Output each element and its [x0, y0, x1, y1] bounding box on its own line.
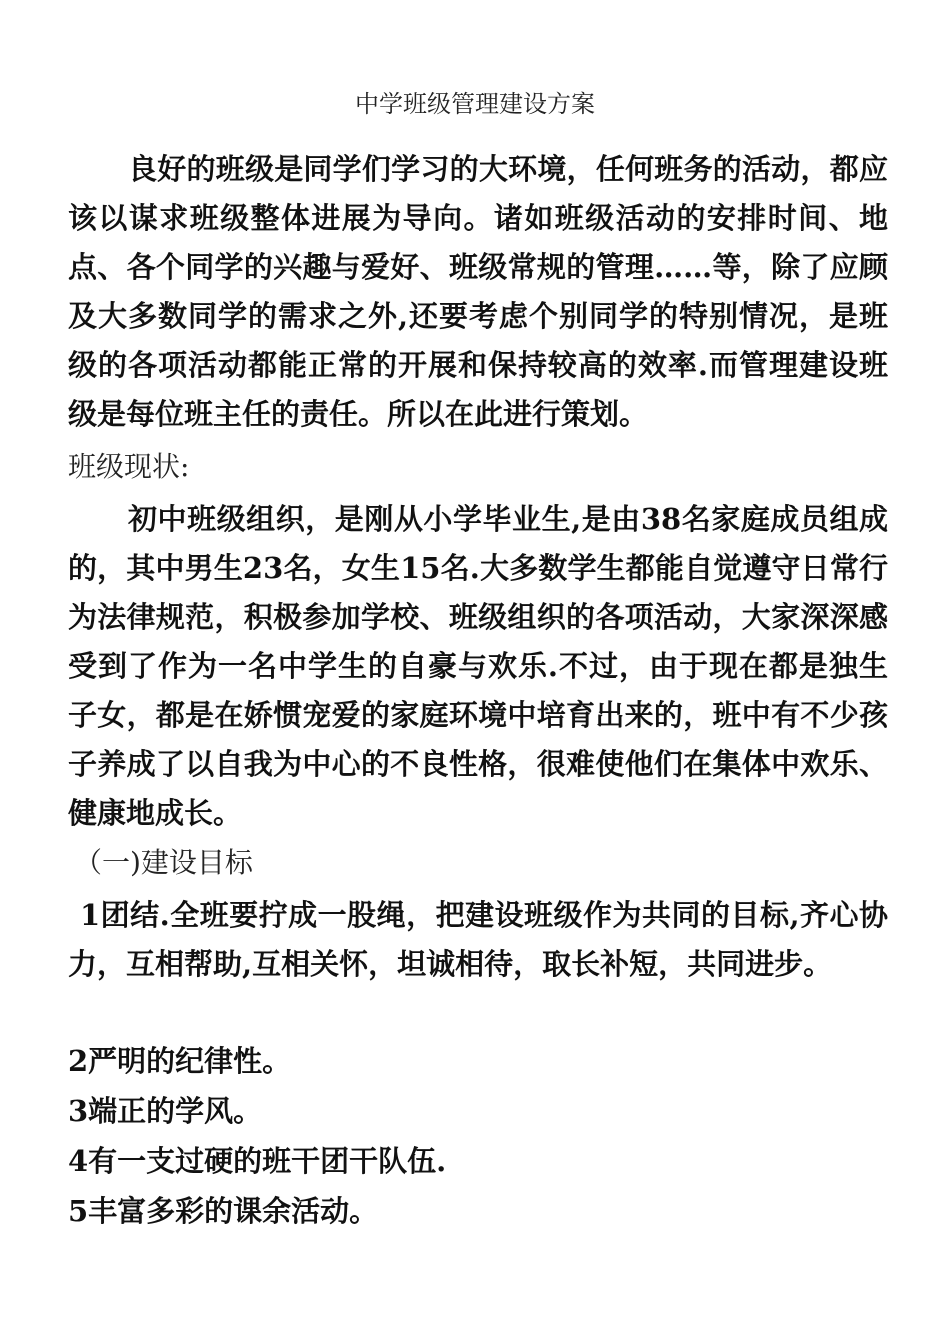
- document-title: 中学班级管理建设方案: [355, 90, 595, 118]
- status-paragraph: 初中班级组织，是刚从小学毕业生,是由38名家庭成员组成的，其中男生23名，女生15名.大多数学生都能自觉遵守日常行为法律规范，积极参加学校、班级组织的各项活动，大家深深感受到了作为一名中学生的自豪与欢乐.不过，由于现在都是独生子女，都是在娇惯宠爱的家庭环境中培育出来的，班中有不少孩子养成了以自我为中心的不良性格，很难使他们在集体中欢乐、健康地成长。: [68, 502, 888, 830]
- goal-heading: （一)建设目标: [74, 846, 253, 879]
- goal-item-1: 1团结.全班要拧成一股绳，把建设班级作为共同的目标,齐心协力，互相帮助,互相关怀，坦诚相待，取长补短，共同进步。: [68, 898, 888, 981]
- goal-item-2: 2严明的纪律性。: [68, 1044, 292, 1078]
- intro-paragraph: 良好的班级是同学们学习的大环境，任何班务的活动，都应该以谋求班级整体进展为导向。诸如班级活动的安排时间、地点、各个同学的兴趣与爱好、班级常规的管理……等，除了应顾及大多数同学的需求之外,还要考虑个别同学的特别情况，是班级的各项活动都能正常的开展和保持较高的效率.而管理建设班级是每位班主任的责任。所以在此进行策划。: [68, 152, 888, 431]
- goal-item-5: 5丰富多彩的课余活动。: [68, 1194, 379, 1228]
- goal-item-3: 3端正的学风。: [68, 1094, 263, 1128]
- status-heading: 班级现状:: [68, 450, 190, 483]
- goal-item-4: 4有一支过硬的班干团干队伍.: [68, 1144, 447, 1178]
